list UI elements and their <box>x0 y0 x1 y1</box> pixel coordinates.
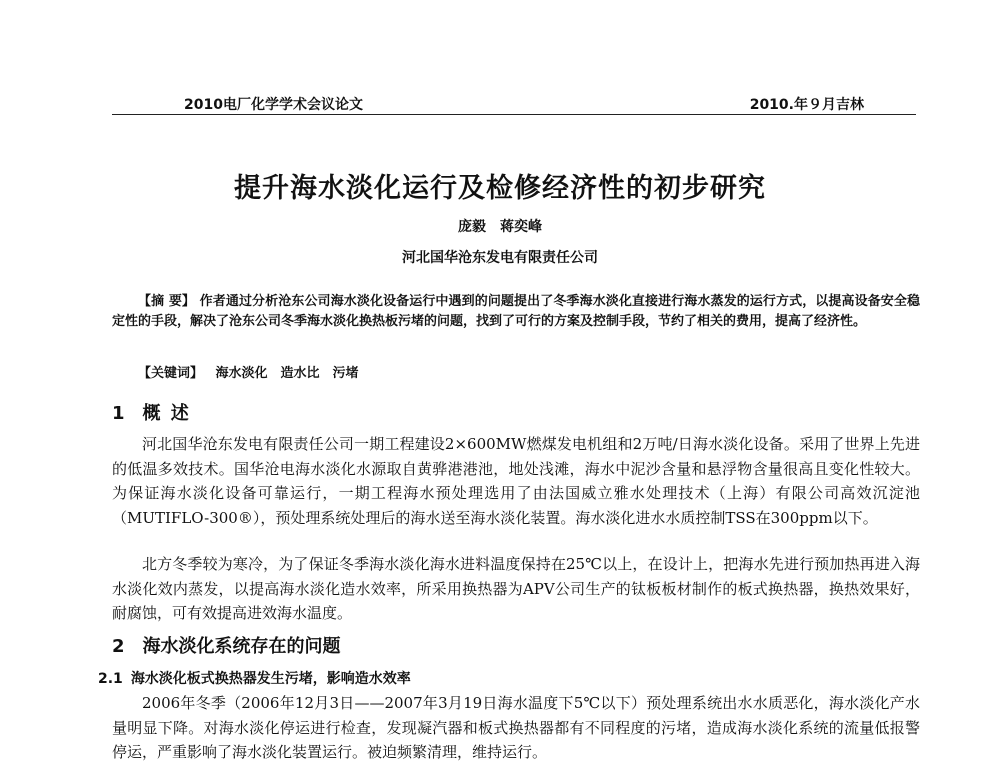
keywords-text: 海水淡化 造水比 污堵 <box>215 366 359 381</box>
section-title: 概 述 <box>142 403 191 424</box>
section-number: 1 <box>112 403 125 424</box>
section-heading-problems <box>112 632 341 658</box>
header-conference: 2010电厂化学学术会议论文 <box>184 97 363 113</box>
paper-title: 提升海水淡化运行及检修经济性的初步研究 <box>234 173 766 204</box>
subsection-title: 海水淡化板式换热器发生污堵，影响造水效率 <box>130 671 411 687</box>
section-heading-overview <box>112 399 191 425</box>
body-paragraph: 河北国华沧东发电有限责任公司一期工程建设2×600MW燃煤发电机组和2万吨/日海水淡化设备。采用了世界上先进的低温多效技术。国华沧电海水淡化水源取自黄骅港港池，地处浅滩，海水中泥沙含量和悬浮物含量很高且变化性较大。为保证海水淡化设备可靠运行，一期工程海水预处理选用了由法国威立雅水处理技术（上海）有限公司高效沉淀池（MUTIFLO-300®），预处理系统处理后的海水送至海水淡化装置。海水淡化进水水质控制TSS在300ppm以下。 <box>112 435 920 528</box>
keywords <box>138 362 359 381</box>
running-header <box>112 92 916 115</box>
abstract-text: 作者通过分析沧东公司海水淡化设备运行中遇到的问题提出了冬季海水淡化直接进行海水蒸发的运行方式，以提高设备安全稳定性的手段，解决了沧东公司冬季海水淡化换热板污堵的问题，找到了可行的方案及控制手段，节约了相关的费用，提高了经济性。 <box>112 294 920 329</box>
section-title: 海水淡化系统存在的问题 <box>142 636 341 657</box>
abstract <box>112 292 920 332</box>
abstract-label: 【摘 要】 <box>138 294 196 309</box>
subsection-heading <box>98 668 411 688</box>
subsection-number: 2.1 <box>98 671 123 687</box>
keywords-label: 【关键词】 <box>138 366 204 381</box>
body-paragraph: 2006年冬季（2006年12月3日——2007年3月19日海水温度下5℃以下）预处理系统出水水质恶化，海水淡化产水量明显下降。对海水淡化停运进行检查，发现凝汽器和板式换热器都有不同程度的污堵，造成海水淡化系统的流量低报警停运，严重影响了海水淡化装置运行。被迫频繁清理，维持运行。 <box>112 694 920 762</box>
paper-authors: 庞毅 蒋奕峰 <box>458 219 542 235</box>
paper-affiliation: 河北国华沧东发电有限责任公司 <box>402 250 598 266</box>
body-paragraph: 北方冬季较为寒冷，为了保证冬季海水淡化海水进料温度保持在25℃以上，在设计上，把海水先进行预加热再进入海水淡化效内蒸发，以提高海水淡化造水效率，所采用换热器为APV公司生产的钛板板材制作的板式换热器，换热效果好，耐腐蚀，可有效提高进效海水温度。 <box>112 555 920 623</box>
section-number: 2 <box>112 636 125 657</box>
header-date-place: 2010.年９月吉林 <box>749 97 864 113</box>
